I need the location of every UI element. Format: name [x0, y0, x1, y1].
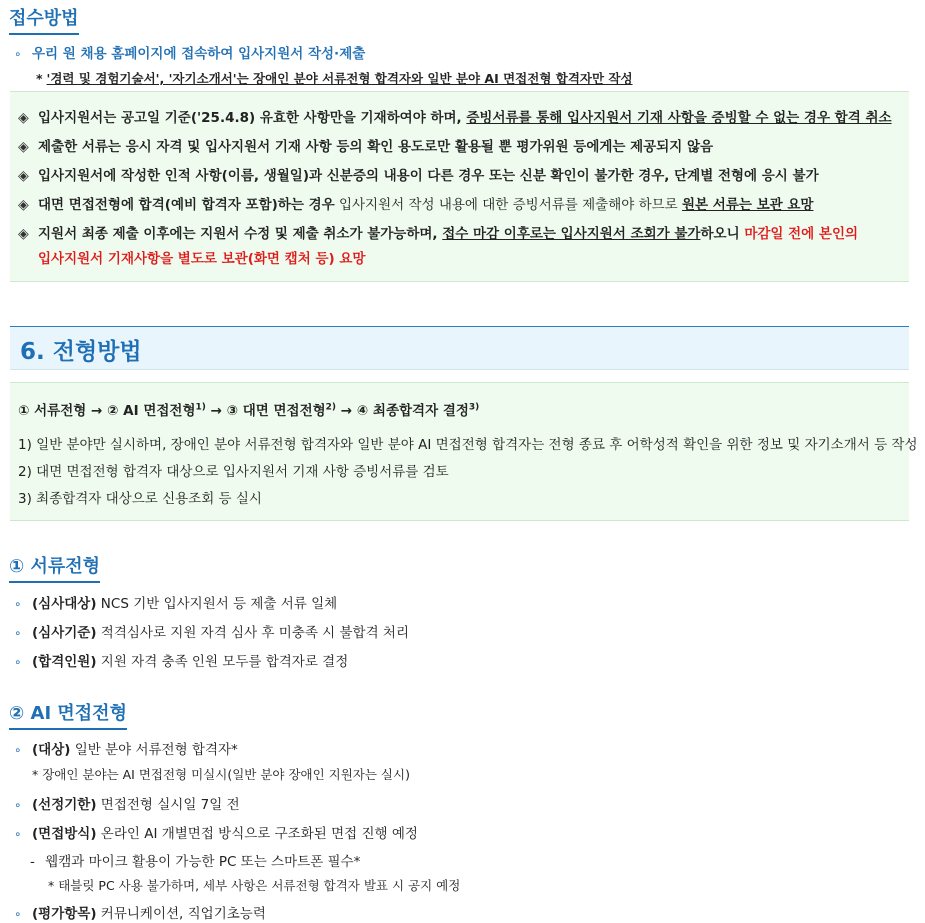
sub-item-text: 웹캠과 마이크 활용이 가능한 PC 또는 스마트폰 필수* [45, 854, 361, 870]
arrow-right-icon: → [340, 403, 353, 419]
notice-item [18, 106, 892, 126]
bullet-icon: ∘ [14, 47, 22, 61]
item-label: (대상) [32, 742, 71, 758]
item-text: NCS 기반 입사지원서 등 제출 서류 일체 [96, 596, 338, 612]
list-item [14, 592, 337, 612]
diamond-icon: ◈ [18, 110, 29, 126]
notice-item-continued [38, 247, 365, 267]
notice-item [18, 222, 858, 242]
diamond-icon: ◈ [18, 197, 29, 213]
bullet-icon: ∘ [14, 907, 22, 921]
reception-main-text: 우리 원 채용 홈페이지에 접속하여 입사지원서 작성·제출 [32, 46, 366, 62]
reception-note-text: '경력 및 경험기술서', '자기소개서'는 장애인 분야 서류전형 합격자와 일반 분야 AI 면접전형 합격자만 작성 [46, 71, 633, 86]
list-item [14, 822, 418, 842]
bullet-icon: ∘ [14, 626, 22, 640]
flow-step-1: ① 서류전형 [18, 403, 87, 419]
item-text: 지원 자격 충족 인원 모두를 합격자로 결정 [96, 654, 349, 670]
item-label: (합격인원) [32, 654, 97, 670]
notice-item [18, 135, 713, 155]
footnote-2: 2) 대면 면접전형 합격자 대상으로 입사지원서 기재 사항 증빙서류를 검토 [18, 464, 449, 480]
item-label: (심사기준) [32, 625, 97, 641]
notice-underlined: 원본 서류는 보관 요망 [682, 197, 814, 213]
reception-heading: 접수방법 [9, 4, 79, 35]
item-label: (선정기한) [32, 797, 97, 813]
notice-red: 마감일 전에 본인의 [744, 226, 859, 242]
sub-item [30, 850, 360, 870]
doc-screening-heading: ① 서류전형 [9, 552, 100, 583]
bullet-icon: ∘ [14, 743, 22, 757]
arrow-right-icon: → [210, 403, 222, 419]
notice-text: 하오니 [700, 226, 745, 242]
diamond-icon: ◈ [18, 226, 29, 242]
item-label: (평가항목) [32, 906, 97, 922]
notice-text: 입사지원서 작성 내용에 대한 증빙서류를 제출해야 하므로 [334, 197, 682, 213]
item-text: 일반 분야 서류전형 합격자* [70, 742, 238, 758]
item-text: 커뮤니케이션, 직업기초능력 [96, 906, 266, 922]
footnote-1: 1) 일반 분야만 실시하며, 장애인 분야 서류전형 합격자와 일반 분야 AI 면접전형 합격자는 전형 종료 후 어학성적 확인을 위한 정보 및 자기소개서 등 작성 [18, 437, 918, 453]
flow-step-4: ④ 최종합격자 결정 [356, 403, 469, 419]
item-label: (면접방식) [32, 826, 97, 842]
reception-notice-box [10, 91, 909, 282]
ai-interview-heading: ② AI 면접전형 [9, 699, 127, 730]
notice-red: 입사지원서 기재사항을 별도로 보관(화면 캡처 등) 요망 [38, 251, 366, 267]
arrow-right-icon: → [91, 403, 103, 419]
list-item [14, 793, 240, 813]
item-text: 온라인 AI 개별면접 방식으로 구조화된 면접 진행 예정 [96, 826, 418, 842]
notice-underlined: 증빙서류를 통해 입사지원서 기재 사항을 증빙할 수 없는 경우 합격 취소 [466, 110, 892, 126]
notice-text: 대면 면접전형에 합격(예비 합격자 포함)하는 경우 [38, 197, 335, 213]
list-item [14, 738, 238, 758]
footnote-ref: 3) [468, 402, 480, 413]
flow-step-2: ② AI 면접전형 [107, 403, 196, 419]
target-note: * 장애인 분야는 AI 면접전형 미실시(일반 분야 장애인 지원자는 실시) [32, 767, 410, 782]
list-item [14, 650, 348, 670]
list-item [14, 902, 266, 922]
flow-step-3: ③ 대면 면접전형 [226, 403, 326, 419]
note-star: * [36, 71, 43, 86]
bullet-icon: ∘ [14, 597, 22, 611]
sub-note: * 태블릿 PC 사용 불가하며, 세부 사항은 서류전형 합격자 발표 시 공지 예정 [48, 878, 461, 893]
dash-icon: - [30, 854, 35, 870]
section6-title: 6. 전형방법 [20, 339, 142, 365]
selection-flow-box [10, 382, 918, 521]
diamond-icon: ◈ [18, 168, 29, 184]
bullet-icon: ∘ [14, 655, 22, 669]
list-item [14, 621, 409, 641]
footnote-3: 3) 최종합격자 대상으로 신용조회 등 실시 [18, 491, 262, 507]
diamond-icon: ◈ [18, 139, 29, 155]
notice-text: 입사지원서에 작성한 인적 사항(이름, 생월일)과 신분증의 내용이 다른 경우 또는 신분 확인이 불가한 경우, 단계별 전형에 응시 불가 [38, 168, 819, 184]
bullet-icon: ∘ [14, 827, 22, 841]
reception-main-item [14, 42, 365, 62]
section6-header [10, 326, 909, 370]
footnote-ref: 2) [325, 402, 337, 413]
bullet-icon: ∘ [14, 798, 22, 812]
selection-flow [18, 399, 479, 419]
reception-note [36, 69, 633, 87]
notice-text: 지원서 최종 제출 이후에는 지원서 수정 및 제출 취소가 불가능하며, [38, 226, 443, 242]
item-text: 적격심사로 지원 자격 심사 후 미충족 시 불합격 처리 [96, 625, 409, 641]
item-text: 면접전형 실시일 7일 전 [96, 797, 240, 813]
notice-text: 입사지원서는 공고일 기준('25.4.8) 유효한 사항만을 기재하여야 하며, [38, 110, 467, 126]
notice-item [18, 193, 813, 213]
notice-item [18, 164, 819, 184]
footnote-ref: 1) [195, 402, 206, 413]
notice-text: 제출한 서류는 응시 자격 및 입사지원서 기재 사항 등의 확인 용도로만 활용될 뿐 평가위원 등에게는 제공되지 않음 [38, 139, 714, 155]
notice-underlined: 접수 마감 이후로는 입사지원서 조회가 불가 [442, 226, 701, 242]
item-label: (심사대상) [32, 596, 97, 612]
